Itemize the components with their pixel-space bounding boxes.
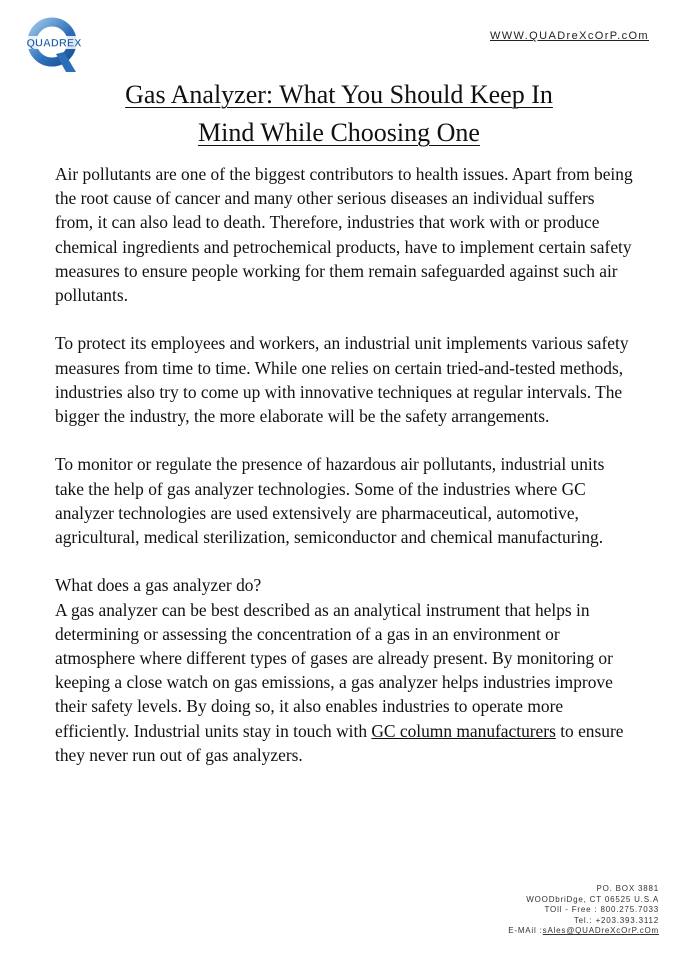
- email-link[interactable]: sAles@QUADreXcOrP.cOm: [542, 926, 659, 936]
- page-title: [0, 76, 678, 152]
- website-link[interactable]: WWW.QUADreXcOrP.cOm: [489, 30, 649, 42]
- quadrex-logo-icon: [20, 16, 88, 76]
- contact-footer: [508, 884, 659, 937]
- email-row: [508, 926, 659, 937]
- answer-text-before-link: A gas analyzer can be best described as an analytical instrument that helps in determining or assessing the concentration of a gas in an environment or atmosphere where different types of gases are already present. By monitoring or keeping a close watch on gas emissions, a gas analyzer helps industries improve their safety levels. By doing so, it also enables industries to operate more efficiently. Industrial units stay in touch with: [55, 599, 613, 741]
- toll-free: TOll - Free : 800.275.7033: [544, 905, 659, 915]
- telephone: Tel.: +203.393.3112: [573, 915, 659, 925]
- svg-text:QUADREX: QUADREX: [26, 37, 82, 50]
- address: WOODbriDge, CT 06525 U.S.A: [526, 894, 659, 904]
- gc-column-manufacturers-link[interactable]: GC column manufacturers: [371, 720, 556, 741]
- paragraph-2: To protect its employees and workers, an industrial unit implements various safety measures from time to time. While one relies on certain tried-and-tested methods, industries also try to come up with innovative techniques at regular intervals. The bigger the industry, the more elaborate will be the safety arrangements.: [55, 333, 629, 427]
- paragraph-3: To monitor or regulate the presence of hazardous air pollutants, industrial units take the help of gas analyzer technologies. Some of the industries where GC analyzer technologies are used extensively are pharmaceutical, automotive, agricultural, medical sterilization, semiconductor and chemical manufacturing.: [55, 454, 605, 548]
- title-line-1: Gas Analyzer: What You Should Keep In: [125, 80, 553, 109]
- quadrex-logo: [20, 16, 88, 76]
- article-body: [55, 162, 635, 791]
- email-label: E-MAil :: [508, 926, 543, 936]
- section-question: What does a gas analyzer do?: [55, 575, 262, 596]
- paragraph-1: Air pollutants are one of the biggest contributors to health issues. Apart from being the root cause of cancer and many other serious diseases an individual suffers from, it can also lead to death. Therefore, industries that work with or produce chemical ingredients and petrochemical products, have to implement certain safety measures to ensure people working for them remain safeguarded against such air pollutants.: [55, 164, 633, 306]
- answer-text-after-link: to ensure they never run out of gas analyzers.: [55, 720, 624, 765]
- po-box: PO. BOX 3881: [596, 884, 659, 893]
- section-answer: [55, 598, 635, 767]
- title-line-2: Mind While Choosing One: [198, 118, 480, 147]
